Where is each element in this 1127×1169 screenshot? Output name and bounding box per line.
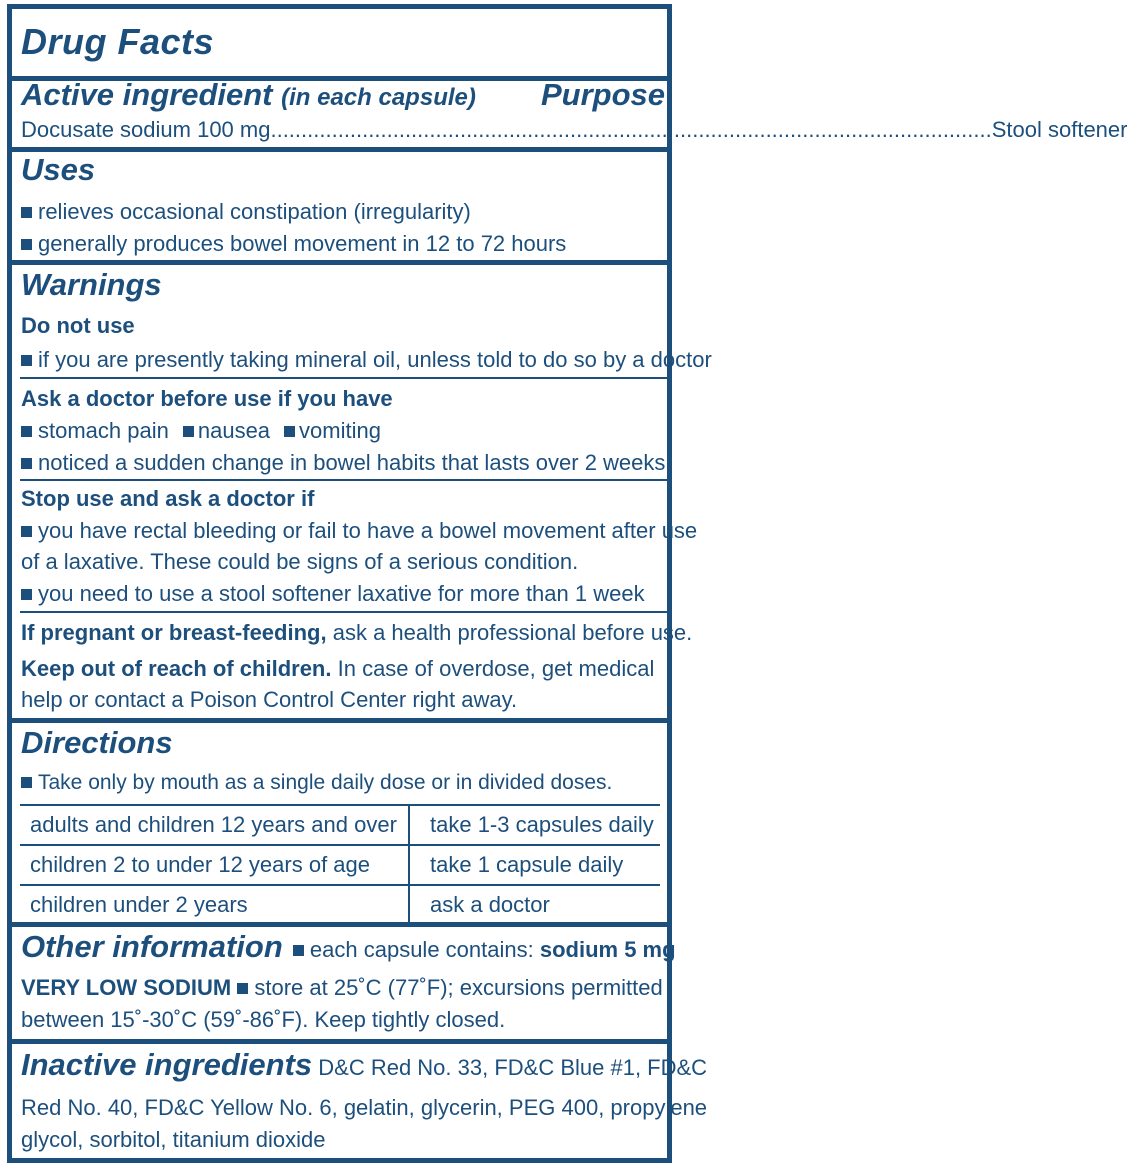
dose: take 1 capsule daily	[409, 845, 660, 885]
table-row	[20, 805, 660, 845]
warnings-heading: Warnings	[21, 267, 162, 302]
inactive-heading: Inactive ingredients	[21, 1047, 313, 1082]
active-subheading: (in each capsule)	[281, 84, 476, 111]
stop-use-item-cont: of a laxative. These could be signs of a serious condition.	[21, 549, 579, 574]
divider	[12, 1039, 667, 1044]
divider	[12, 147, 667, 152]
table-row	[20, 845, 660, 885]
page-title: Drug Facts	[21, 21, 215, 62]
active-ingredient-heading	[21, 77, 476, 113]
purpose-heading: Purpose	[540, 77, 665, 112]
divider	[12, 260, 667, 265]
pregnant-warning: If pregnant or breast-feeding, ask a health professional before use.	[21, 620, 693, 645]
ask-doctor-symptoms: stomach pain nausea vomiting	[21, 418, 381, 444]
divider	[20, 479, 667, 481]
ask-doctor-item: noticed a sudden change in bowel habits that lasts over 2 weeks	[21, 450, 665, 476]
other-info-line3: between 15˚-30˚C (59˚-86˚F). Keep tightly closed.	[21, 1007, 506, 1032]
uses-item: relieves occasional constipation (irregularity)	[21, 199, 471, 225]
inactive-line1: Inactive ingredients D&C Red No. 33, FD&C Blue #1, FD&C	[21, 1047, 708, 1082]
ingredient-name: Docusate sodium 100 mg	[21, 117, 271, 142]
inactive-line2: Red No. 40, FD&C Yellow No. 6, gelatin, glycerin, PEG 400, propylene	[21, 1095, 708, 1120]
dose: take 1-3 capsules daily	[409, 805, 660, 845]
divider	[20, 611, 667, 613]
directions-intro: Take only by mouth as a single daily dose or in divided doses.	[21, 771, 612, 795]
do-not-use-heading: Do not use	[21, 313, 135, 338]
uses-heading: Uses	[21, 152, 96, 187]
other-info-line2: VERY LOW SODIUM store at 25˚C (77˚F); excursions permitted	[21, 975, 663, 1000]
keep-out-warning-cont: help or contact a Poison Control Center right away.	[21, 687, 518, 712]
divider	[12, 922, 667, 927]
active-heading-text: Active ingredient	[21, 77, 273, 112]
keep-out-warning: Keep out of reach of children. In case of overdose, get medical	[21, 656, 655, 681]
divider	[20, 377, 667, 379]
age-group: adults and children 12 years and over	[20, 805, 409, 845]
drug-facts-panel	[7, 4, 1127, 1163]
inactive-line3: glycol, sorbitol, titanium dioxide	[21, 1127, 326, 1152]
age-group: children 2 to under 12 years of age	[20, 845, 409, 885]
divider	[12, 718, 667, 723]
stop-use-heading: Stop use and ask a doctor if	[21, 486, 315, 511]
other-info-heading: Other information	[21, 929, 283, 964]
do-not-use-item: if you are presently taking mineral oil, unless told to do so by a doctor	[21, 347, 712, 373]
ingredient-purpose: Stool softener	[991, 117, 1127, 142]
stop-use-item: you need to use a stool softener laxative for more than 1 week	[21, 581, 645, 607]
directions-heading: Directions	[21, 725, 173, 760]
age-group: children under 2 years	[20, 885, 409, 924]
leader-dots: ......................................................................................................................	[270, 117, 992, 142]
table-row	[20, 885, 660, 924]
ask-doctor-heading: Ask a doctor before use if you have	[21, 386, 393, 411]
uses-item: generally produces bowel movement in 12 to 72 hours	[21, 231, 566, 257]
dose: ask a doctor	[409, 885, 660, 924]
other-info-line1: Other information each capsule contains: sodium 5 mg	[21, 929, 676, 964]
stop-use-item: you have rectal bleeding or fail to have a bowel movement after use	[21, 518, 697, 544]
directions-table	[20, 804, 660, 924]
active-ingredient-row	[21, 117, 1127, 143]
